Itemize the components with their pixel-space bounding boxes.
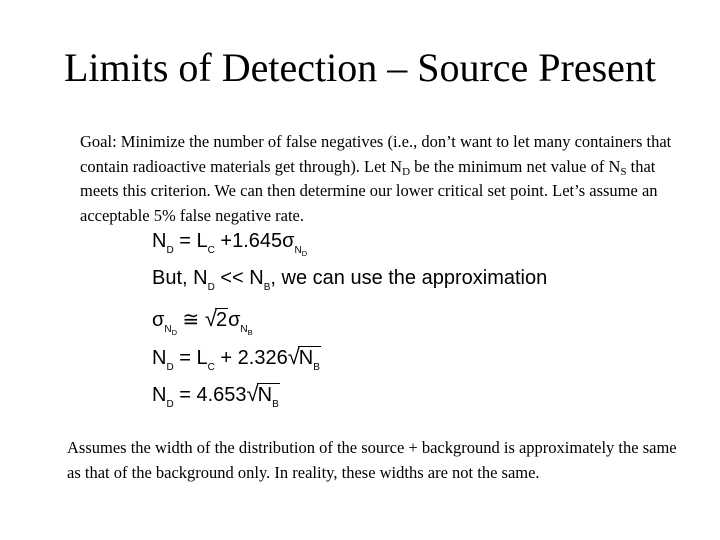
eq2-sub-1: D: [207, 282, 215, 293]
goal-text-3: that meets this criterion. We can then determine our lower critical set point. Let’s assume an acceptable 5% false negative rate.: [80, 156, 658, 225]
equation-1: [152, 226, 307, 256]
eq2-text-2: << N: [214, 267, 264, 289]
goal-text-2: be the minimum net value of N: [410, 156, 621, 176]
eq3-sigma2-sub-b: B: [247, 328, 253, 337]
equation-2: [152, 263, 547, 293]
slide-title: Limits of Detection – Source Present: [63, 45, 657, 90]
eq4-eq: = L: [173, 347, 208, 369]
eq3-sigma2-sub: [240, 324, 252, 335]
equation-4: [152, 342, 321, 372]
eq4-root-arg: N: [298, 347, 314, 369]
eq2-sub-2: B: [263, 282, 271, 293]
eq5-eq: = 4.653: [173, 384, 247, 406]
goal-text-1: Goal: Minimize the number of false negatives (i.e., don’t want to let many containers that contain radioactive materials get through). Let N: [80, 132, 672, 176]
eq3-sigma-sub: [164, 324, 177, 335]
eq1-eq-sub: C: [207, 245, 215, 256]
eq2-text-3: , we can use the approximation: [270, 267, 548, 289]
eq5-root-body: [257, 383, 280, 410]
equation-3: [152, 304, 253, 337]
eq5-root-arg: N: [257, 384, 273, 406]
eq4-root-sub: B: [313, 362, 320, 373]
eq1-lhs-sub: D: [166, 245, 174, 256]
eq3-root-arg: 2: [215, 309, 228, 331]
eq1-plus: +1.645σ: [214, 230, 295, 252]
eq3-sigma-sub-d: D: [171, 328, 177, 337]
eq4-lhs: N: [152, 347, 167, 369]
eq3-sigma-2: σ: [228, 309, 241, 331]
square-root-icon: √: [246, 381, 259, 406]
goal-sub-1: D: [402, 165, 411, 178]
eq3-sigma2-sub-n: N: [240, 324, 248, 335]
eq3-approx: ≅: [177, 309, 205, 331]
eq3-sigma-sub-n: N: [164, 324, 172, 335]
eq4-radical: [288, 342, 321, 373]
goal-sub-2: S: [620, 165, 627, 178]
assumption-paragraph: Assumes the width of the distribution of the source + background is approximately the same as that of the background only. In reality, these widths are not the same.: [67, 438, 677, 482]
eq1-eq: = L: [173, 230, 208, 252]
eq5-lhs-sub: D: [166, 399, 174, 410]
eq4-root-body: [298, 346, 321, 373]
square-root-icon: √: [287, 344, 300, 369]
equation-5: [152, 379, 280, 409]
equation-block: [152, 226, 572, 416]
goal-paragraph: [80, 130, 690, 228]
eq4-lhs-sub: D: [166, 362, 174, 373]
eq1-sigma-sub-d: D: [301, 249, 308, 258]
eq4-eq-sub: C: [207, 362, 215, 373]
square-root-icon: √: [204, 306, 217, 331]
eq3-radical: [205, 304, 228, 335]
eq5-radical: [247, 379, 280, 410]
eq1-sigma-sub: [294, 245, 307, 256]
eq3-sigma: σ: [152, 309, 165, 331]
eq4-plus: + 2.326: [214, 347, 288, 369]
eq5-root-sub: B: [272, 399, 279, 410]
eq1-sigma-sub-n: N: [294, 245, 302, 256]
eq5-lhs: N: [152, 384, 167, 406]
eq1-lhs: N: [152, 230, 167, 252]
eq2-text-1: But, N: [152, 267, 208, 289]
